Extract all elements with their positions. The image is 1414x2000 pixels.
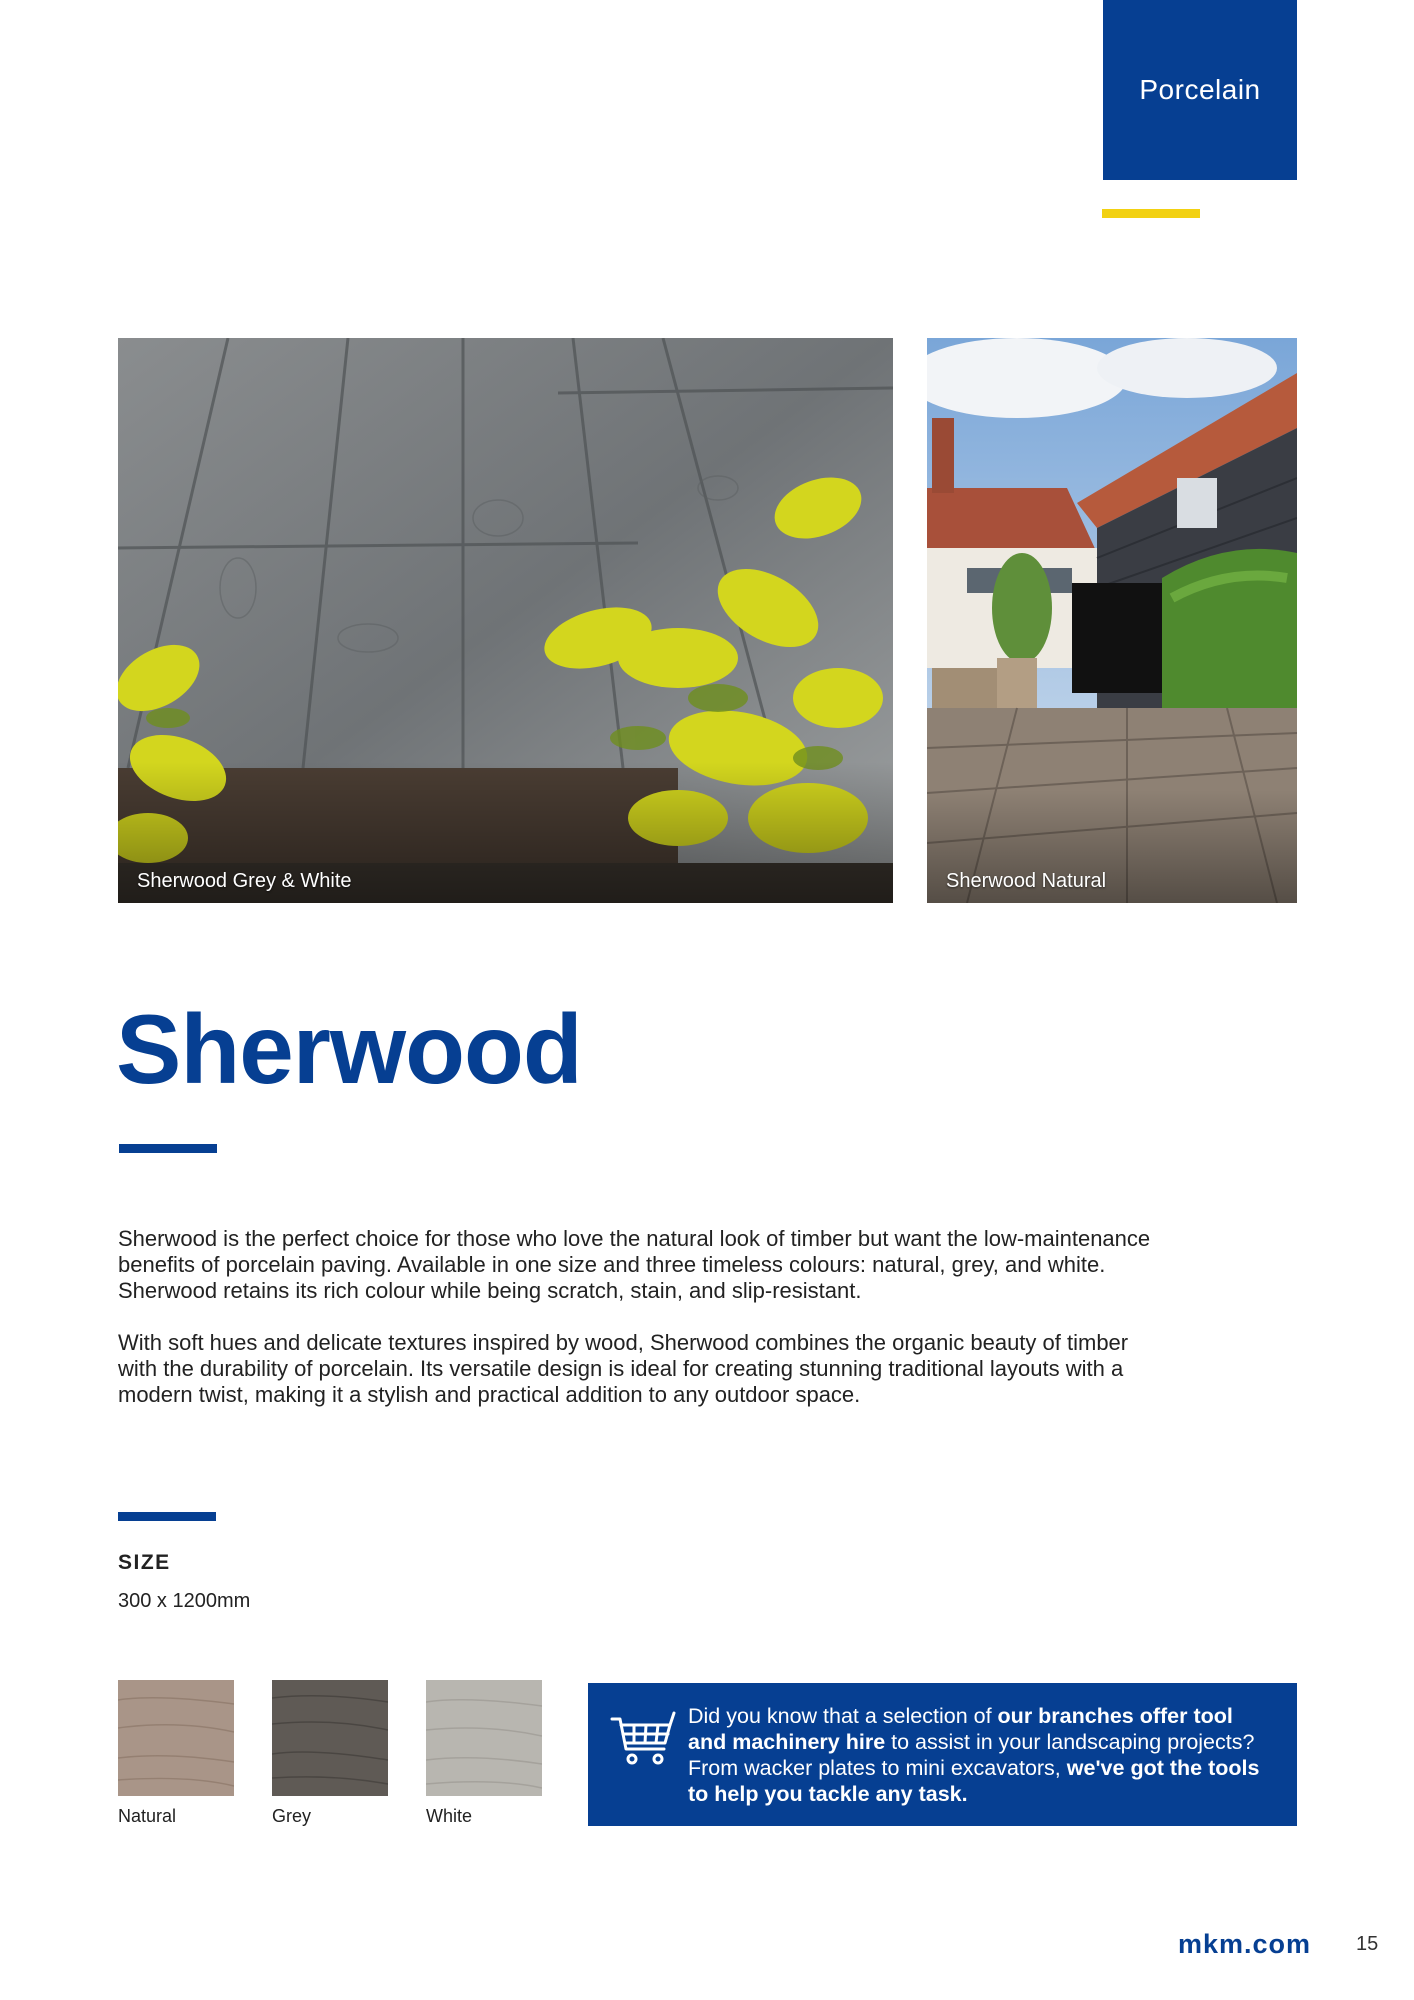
size-heading: SIZE bbox=[118, 1551, 171, 1574]
swatch-grey bbox=[272, 1680, 388, 1827]
category-tab bbox=[1103, 0, 1297, 180]
photo-grey-white-image bbox=[118, 338, 893, 903]
description-paragraph: With soft hues and delicate textures inspired by wood, Sherwood combines the organic beauty of timber with the durability of porcelain. Its versatile design is ideal for creating stunning traditional layouts with a modern twist, making it a stylish and practical addition to any outdoor space. bbox=[118, 1330, 1129, 1407]
photo-caption-grey-white: Sherwood Grey & White bbox=[137, 870, 352, 892]
category-accent-bar bbox=[1102, 209, 1200, 218]
description-paragraph: Sherwood is the perfect choice for those who love the natural look of timber but want the low-maintenance benefits of porcelain paving. Available in one size and three timeless colours: natural, grey, and white. Sherwood retains its rich colour while being scratch, stain, and slip-resistant. bbox=[118, 1226, 1151, 1303]
info-text-part: to assist in your landscaping projects? From wacker plates to mini excavators, bbox=[688, 1730, 1255, 1780]
category-label: Porcelain bbox=[1139, 74, 1261, 105]
product-title: Sherwood bbox=[116, 994, 582, 1104]
info-text-bold: we've got the tools to help you tackle any task. bbox=[688, 1756, 1260, 1806]
page-number: 15 bbox=[1356, 1933, 1379, 1955]
swatch-natural bbox=[118, 1680, 234, 1827]
size-divider bbox=[118, 1512, 216, 1521]
size-value: 300 x 1200mm bbox=[118, 1590, 251, 1612]
tool-hire-info-box bbox=[588, 1683, 1297, 1826]
photo-sherwood-grey-white bbox=[118, 338, 893, 903]
product-description bbox=[118, 1226, 1168, 1434]
tool-hire-text bbox=[688, 1703, 1273, 1807]
swatch-grey-texture bbox=[272, 1680, 388, 1796]
swatch-chip-natural bbox=[118, 1680, 234, 1796]
swatch-label-white: White bbox=[426, 1806, 473, 1826]
swatch-label-natural: Natural bbox=[118, 1806, 177, 1826]
title-underline bbox=[119, 1144, 217, 1153]
swatch-natural-texture bbox=[118, 1680, 234, 1796]
photo-sherwood-natural bbox=[927, 338, 1297, 903]
swatch-white-texture bbox=[426, 1680, 542, 1796]
info-text-part: Did you know that a selection of bbox=[688, 1704, 998, 1728]
info-text-bold: our branches offer tool and machinery hire bbox=[688, 1704, 1233, 1754]
swatch-white bbox=[426, 1680, 542, 1827]
photo-natural-image bbox=[927, 338, 1297, 903]
swatch-chip-white bbox=[426, 1680, 542, 1796]
swatch-chip-grey bbox=[272, 1680, 388, 1796]
site-url[interactable]: mkm.com bbox=[1178, 1929, 1312, 1959]
swatch-label-grey: Grey bbox=[272, 1806, 312, 1826]
photo-caption-natural: Sherwood Natural bbox=[946, 870, 1107, 892]
shopping-cart-icon bbox=[610, 1709, 676, 1769]
